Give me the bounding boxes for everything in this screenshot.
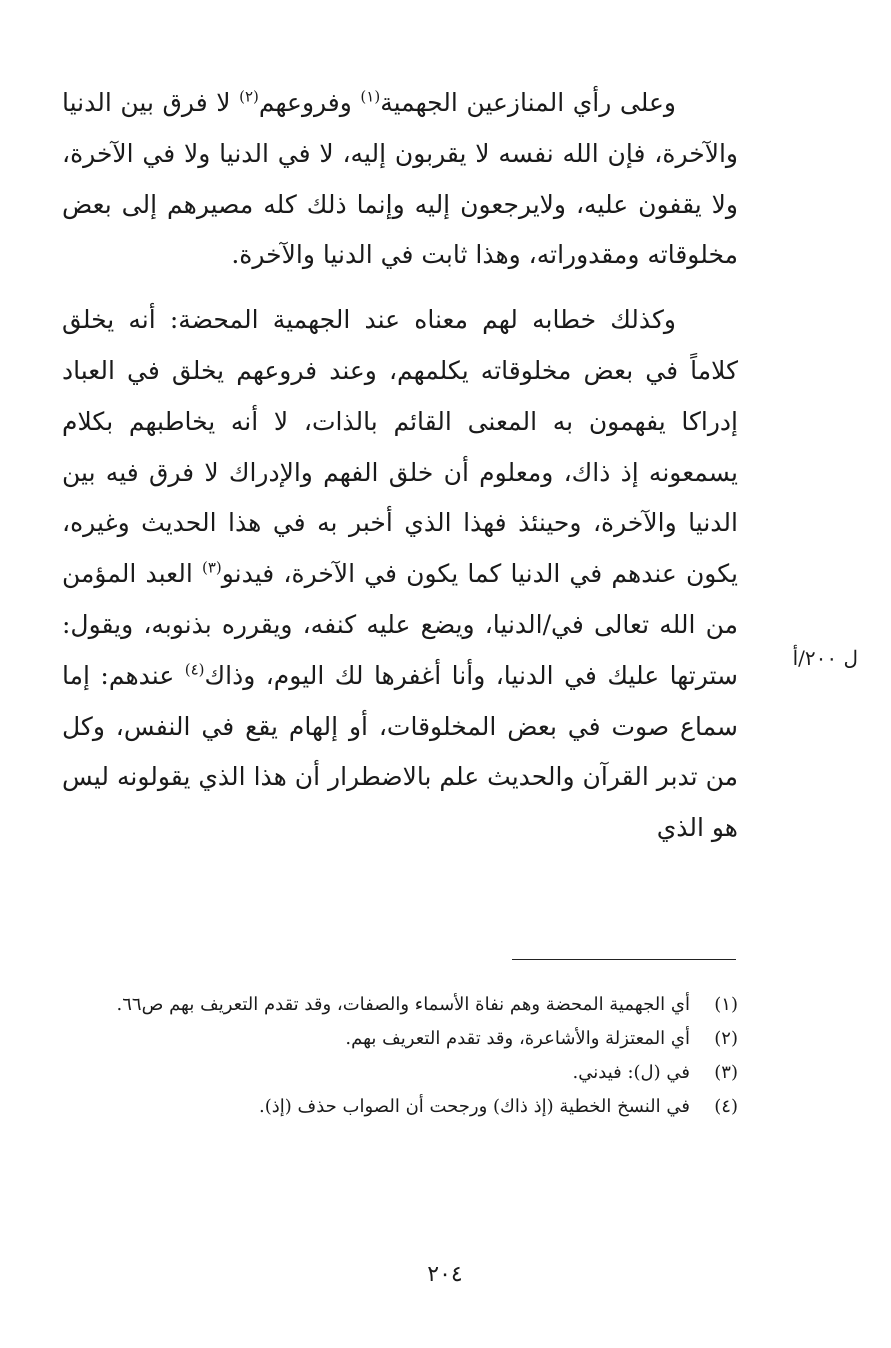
footnote-number: (٢): [714, 1028, 738, 1049]
page-number: ٢٠٤: [427, 1262, 463, 1287]
paragraph-2-part-2: العبد المؤمن من الله تعالى في/الدنيا، ويضع عليه كنفه، ويقرره بذنوبه، ويقول: سترتها عليك في الدنيا، وأنا أغفرها لك اليوم، وذاك: [62, 559, 738, 690]
footnote-number: (٣): [714, 1062, 738, 1083]
paragraph-1-part-1: وعلى رأي المنازعين الجهمية: [380, 88, 677, 117]
footnote-text: أي الجهمية المحضة وهم نفاة الأسماء والصفات، وقد تقدم التعريف بهم ص٦٦.: [116, 994, 690, 1015]
footnote-divider: [512, 959, 736, 960]
paragraph-1-part-2: وفروعهم: [258, 88, 361, 117]
footnote-2: [62, 1022, 738, 1056]
paragraph-2-part-3: عندهم: إما سماع صوت في بعض المخلوقات، أو إلهام يقع في النفس، وكل من تدبر القرآن والحديث علم بالاضطرار أن هذا الذي يقولونه ليس هو الذي: [62, 660, 738, 843]
paragraph-1-part-3: لا فرق بين الدنيا والآخرة، فإن الله نفسه لا يقربون إليه، لا في الدنيا ولا في الآخرة، ولا يقفون عليه، ولايرجعون إليه وإنما ذلك كله مصيرهم إلى بعض مخلوقاته ومقدوراته، وهذا ثابت في الدنيا والآخرة.: [62, 88, 738, 270]
manuscript-margin-note: ل ٢٠٠/أ: [792, 646, 858, 670]
footnote-text: أي المعتزلة والأشاعرة، وقد تقدم التعريف بهم.: [345, 1028, 690, 1049]
footnote-ref-3[interactable]: (٣): [201, 558, 222, 577]
main-text: [62, 78, 738, 854]
paragraph-1: [62, 78, 738, 281]
footnotes: [62, 988, 738, 1124]
footnote-number: (١): [714, 994, 738, 1015]
footnote-text: في النسخ الخطية (إذ ذاك) ورجحت أن الصواب حذف (إذ).: [259, 1096, 690, 1117]
footnote-1: [62, 988, 738, 1022]
paragraph-2-part-1: وكذلك خطابه لهم معناه عند الجهمية المحضة: أنه يخلق كلاماً في بعض مخلوقاته يكلمهم، وعند فروعهم يخلق في العباد إدراكا يفهمون به المعنى القائم بالذات، لا أنه يخاطبهم بكلام يسمعونه إذ ذاك، ومعلوم أن خلق الفهم والإدراك لا فرق فيه بين الدنيا والآخرة، وحينئذ فهذا الذي أخبر به في هذا الحديث وغيره، يكون عندهم في الدنيا كما يكون في الآخرة، فيدنو: [62, 305, 738, 589]
footnote-ref-1[interactable]: (١): [360, 87, 381, 106]
footnote-ref-4[interactable]: (٤): [184, 660, 205, 679]
footnote-3: [62, 1056, 738, 1090]
footnote-ref-2[interactable]: (٢): [239, 87, 259, 106]
footnote-4: [62, 1090, 738, 1124]
paragraph-2: [62, 295, 738, 854]
footnote-number: (٤): [714, 1096, 738, 1117]
footnote-text: في (ل): فيدني.: [572, 1062, 690, 1083]
